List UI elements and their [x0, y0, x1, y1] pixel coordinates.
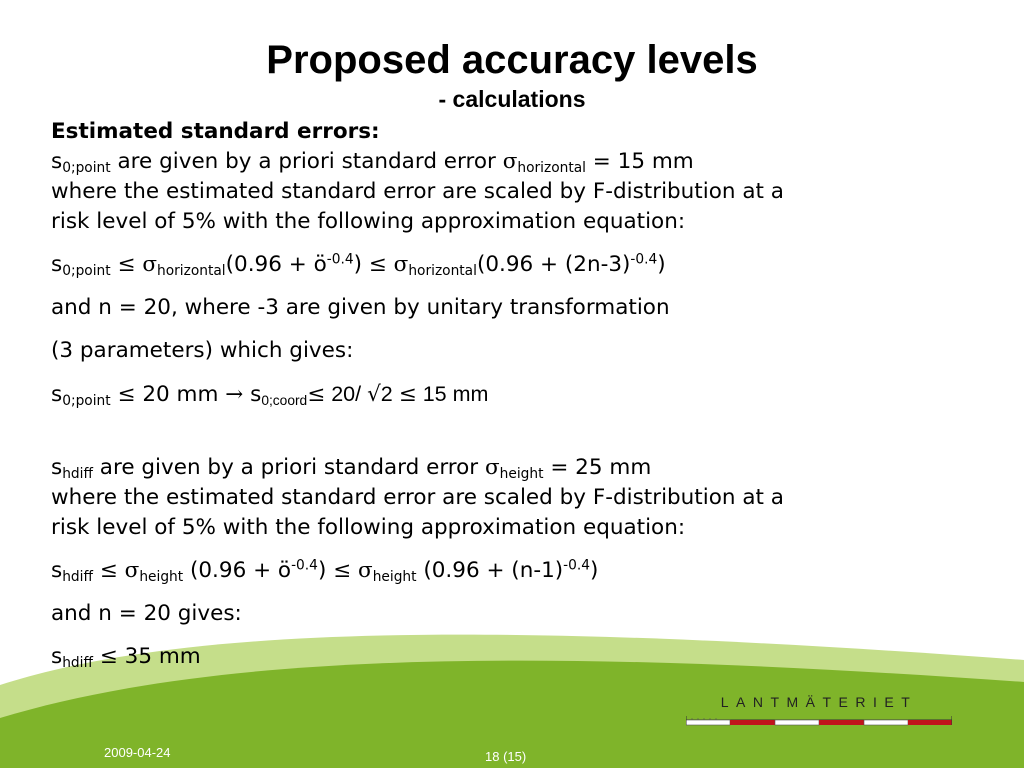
equation-part: (0.96 + ö [183, 558, 292, 583]
page-number: 18 (15) [485, 749, 527, 764]
subscript: height [499, 466, 544, 483]
leq-symbol: ≤ [307, 382, 326, 407]
subscript: height [139, 569, 184, 586]
symbol-s: s [51, 382, 63, 407]
section-spacer [51, 410, 951, 453]
value-text: 2 [380, 382, 399, 406]
sqrt-symbol: √ [367, 382, 381, 407]
height-error-intro-line [51, 453, 951, 483]
value-text: 20/ [325, 382, 368, 406]
subscript: hdiff [62, 655, 93, 672]
leq-symbol: ≤ [398, 382, 417, 407]
leq-symbol: ≤ [92, 558, 125, 583]
symbol-s: s [51, 558, 63, 583]
slide-body [51, 117, 951, 672]
sigma-symbol: σ [358, 558, 373, 583]
exponent: -0.4 [291, 557, 318, 574]
value-text: 15 mm [416, 382, 489, 406]
sigma-symbol: σ [502, 149, 518, 174]
text-fragment: are given by a priori standard error [92, 455, 485, 480]
value-text: 20 mm [142, 382, 226, 407]
subscript: 0;point [62, 263, 111, 280]
scaling-line-2: risk level of 5% with the following approximation equation: [51, 209, 686, 234]
value-text: = 25 mm [543, 455, 652, 480]
value-text: 35 mm [124, 644, 201, 669]
symbol-s: s [51, 252, 63, 277]
scaling-line-2: risk level of 5% with the following approximation equation: [51, 515, 686, 540]
exponent: -0.4 [326, 251, 354, 268]
leq-symbol: ≤ [110, 252, 143, 277]
leq-symbol: ≤ [92, 644, 125, 669]
subscript: hdiff [62, 569, 93, 586]
subscript: hdiff [62, 466, 93, 483]
sigma-symbol: σ [124, 558, 140, 583]
transformation-line: and n = 20, where -3 are given by unitary transformation [51, 295, 670, 320]
equation-part: ) [317, 558, 327, 583]
exponent: -0.4 [630, 251, 658, 268]
lantmateriet-logo [686, 694, 952, 726]
subscript: 0;point [62, 393, 111, 410]
footer-date: 2009-04-24 [104, 745, 171, 760]
scaling-line-1: where the estimated standard error are scaled by F-distribution at a [51, 485, 784, 510]
subscript: horizontal [408, 263, 477, 280]
page-title: Proposed accuracy levels [266, 38, 758, 82]
point-result-line [51, 379, 951, 410]
symbol-s: s [51, 149, 63, 174]
point-error-intro-line [51, 147, 951, 177]
logo-wordmark: LANTMÄTERIET [720, 694, 918, 710]
equation-part: (0.96 + (2n-3) [476, 252, 631, 277]
parameters-line: (3 parameters) which gives: [51, 338, 354, 363]
height-equation-line [51, 556, 951, 586]
equation-part: (0.96 + ö [225, 252, 327, 277]
subscript: 0;coord [261, 393, 308, 409]
symbol-s: s [51, 644, 63, 669]
equation-part: ) [657, 252, 666, 277]
subscript: 0;point [62, 160, 111, 177]
sample-size-line: and n = 20 gives: [51, 601, 242, 626]
subscript: horizontal [517, 160, 586, 177]
section-heading: Estimated standard errors: [51, 119, 380, 144]
arrow-right-icon: → [225, 382, 244, 407]
equation-part: (0.96 + (n-1) [416, 558, 564, 583]
scaling-line-1: where the estimated standard error are scaled by F-distribution at a [51, 179, 784, 204]
equation-part: ) [353, 252, 362, 277]
page-subtitle: - calculations [438, 86, 586, 112]
text-fragment: are given by a priori standard error [110, 149, 503, 174]
symbol-s: s [243, 382, 262, 407]
equation-part: ) [590, 558, 599, 583]
logo-scale-bar [686, 714, 952, 726]
symbol-s: s [51, 455, 63, 480]
height-result-line [51, 642, 951, 672]
subscript: horizontal [157, 263, 226, 280]
sigma-symbol: σ [484, 455, 500, 480]
point-equation-line [51, 250, 951, 280]
exponent: -0.4 [563, 557, 590, 574]
subscript: height [372, 569, 417, 586]
leq-symbol: ≤ [361, 252, 394, 277]
leq-symbol: ≤ [326, 558, 359, 583]
value-text: = 15 mm [585, 149, 694, 174]
sigma-symbol: σ [142, 252, 158, 277]
sigma-symbol: σ [393, 252, 409, 277]
leq-symbol: ≤ [110, 382, 143, 407]
